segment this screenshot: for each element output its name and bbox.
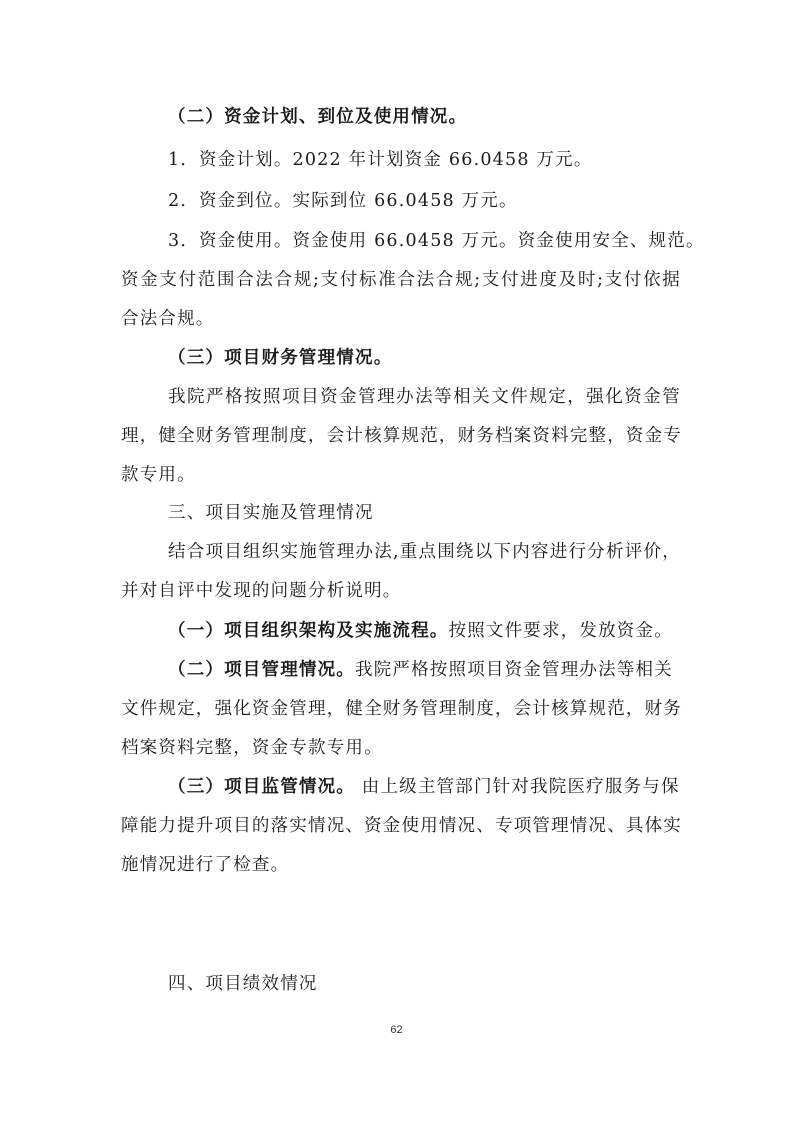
supervision-line-2: 障能力提升项目的落实情况、资金使用情况、专项管理情况、具体实 [121,816,682,836]
org-paragraph [168,612,681,650]
finance-line-1: 我院严格按照项目资金管理办法等相关文件规定，强化资金管 [168,387,681,407]
org-heading: （一）项目组织架构及实施流程。 [168,621,449,641]
intro-line-2: 并对自评中发现的问题分析说明。 [121,581,402,601]
page-number: 62 [390,1024,403,1036]
finance-line-2: 理，健全财务管理制度，会计核算规范，财务档案资料完整，资金专 [121,426,682,446]
mgmt-line-2: 文件规定，强化资金管理，健全财务管理制度，会计核算规范，财务 [121,699,682,719]
intro-line-1: 结合项目组织实施管理办法,重点围绕以下内容进行分析评价， [168,542,681,562]
part-3-heading: 三、项目实施及管理情况 [168,503,374,523]
fund-usage-line-2: 资金支付范围合法合规;支付标准合法合规;支付进度及时;支付依据 [121,270,681,290]
org-text: 按照文件要求，发放资金。 [448,621,673,641]
mgmt-line-3: 档案资料完整，资金专款专用。 [121,738,383,758]
finance-line-3: 款专用。 [121,465,196,485]
supervision-first-text: 由上级主管部门针对我院医疗服务与保 [355,777,680,797]
fund-arrival-line: 2．资金到位。实际到位 66.0458 万元。 [168,191,518,211]
mgmt-first-text: 我院严格按照项目资金管理办法等相关 [355,660,673,680]
fund-usage-line-3: 合法合规。 [121,309,215,329]
section-2-heading: （二）资金计划、到位及使用情况。 [168,107,468,127]
mgmt-paragraph-line-1 [168,651,681,689]
fund-usage-line-1: 3．资金使用。资金使用 66.0458 万元。资金使用安全、规范。 [168,231,705,251]
part-4-heading: 四、项目绩效情况 [168,974,318,994]
supervision-line-3: 施情况进行了检查。 [121,855,290,875]
section-3-heading: （三）项目财务管理情况。 [168,348,393,368]
supervision-heading: （三）项目监管情况。 [168,777,355,797]
fund-plan-line: 1．资金计划。2022 年计划资金 66.0458 万元。 [168,150,593,170]
supervision-paragraph-line-1 [168,768,681,806]
mgmt-heading: （二）项目管理情况。 [168,660,355,680]
